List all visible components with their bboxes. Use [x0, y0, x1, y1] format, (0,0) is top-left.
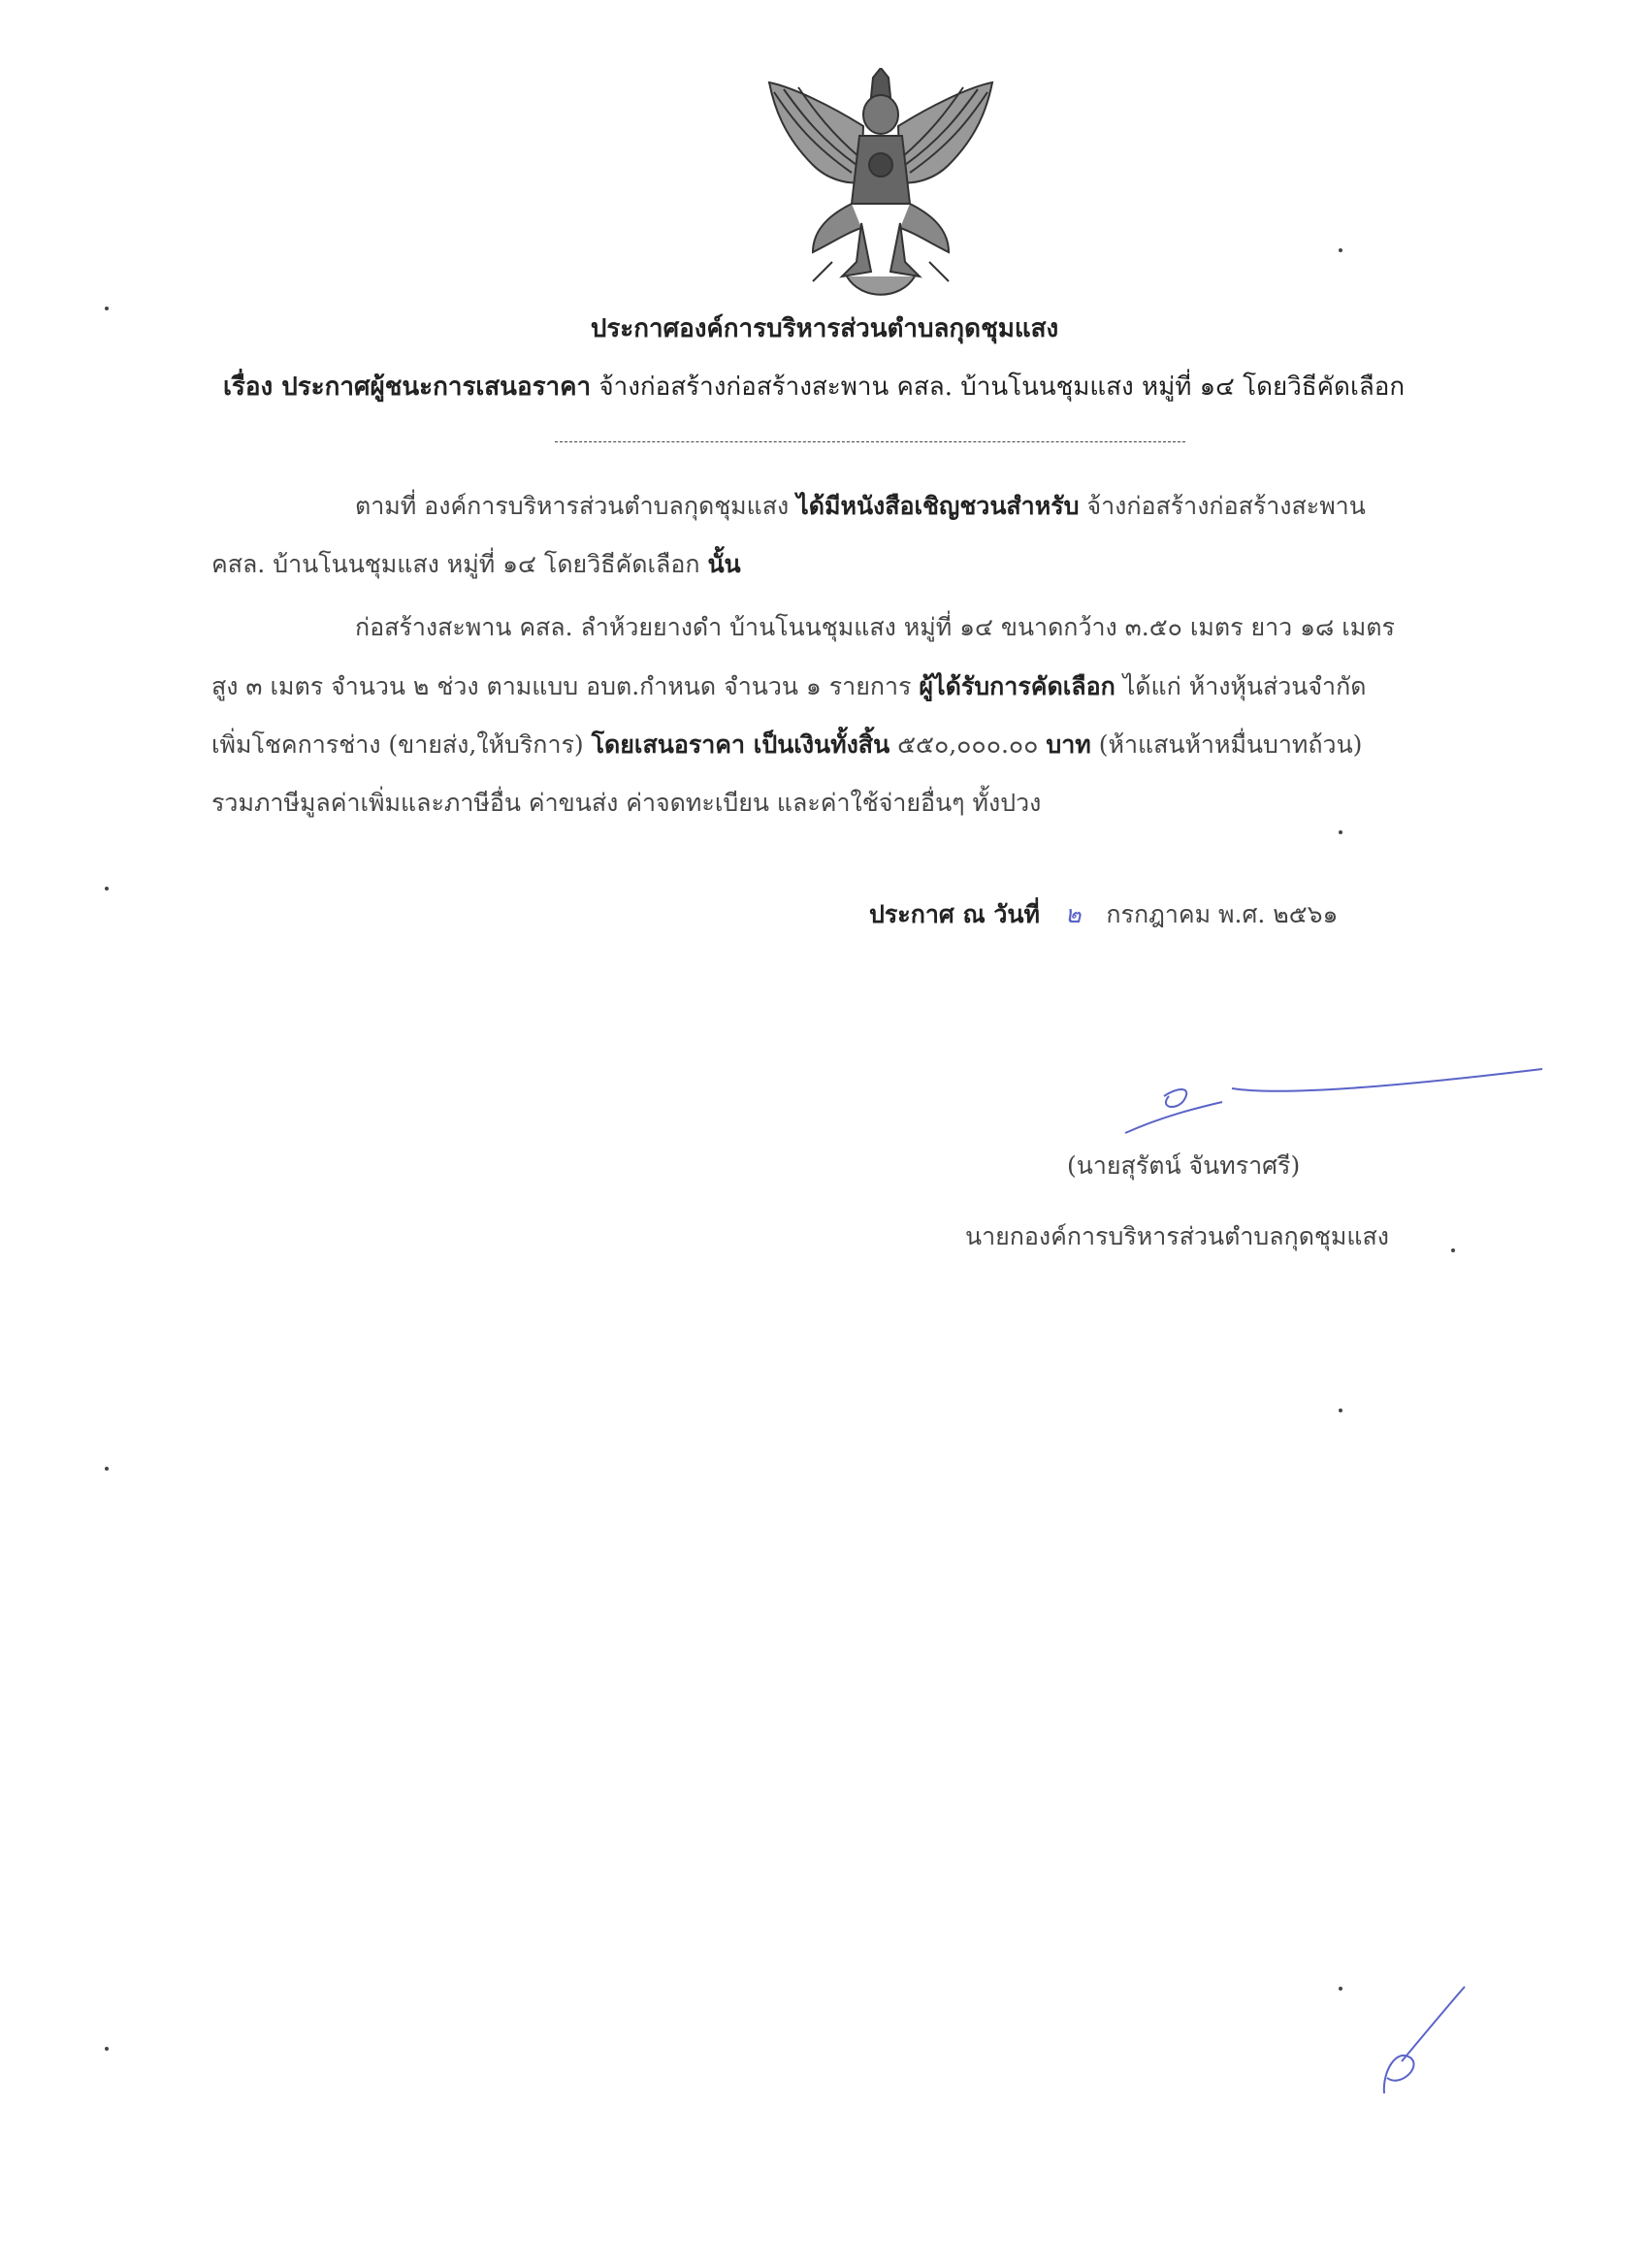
- subject-label: เรื่อง ประกาศผู้ชนะการเสนอราคา: [223, 373, 592, 402]
- scan-dot: [105, 307, 109, 310]
- garuda-emblem-icon: [755, 68, 1007, 310]
- scan-dot: [105, 1467, 109, 1471]
- scan-dot: [1339, 1409, 1342, 1412]
- p1-l1-c: จ้างก่อสร้างก่อสร้างสะพาน: [1086, 492, 1366, 520]
- p2-l3-b: โดยเสนอราคา เป็นเงินทั้งสิ้น: [591, 730, 890, 759]
- document-subject: [223, 367, 1405, 406]
- paragraph-2-line-2: [211, 667, 1366, 706]
- scan-dot: [1451, 1248, 1455, 1252]
- p2-l3-a: เพิ่มโชคการช่าง (ขายส่ง,ให้บริการ): [211, 730, 584, 759]
- date-label: ประกาศ ณ วันที่: [869, 900, 1040, 928]
- subject-text: จ้างก่อสร้างก่อสร้างสะพาน คสล. บ้านโนนชุมแสง หมู่ที่ ๑๔ โดยวิธีคัดเลือก: [598, 373, 1406, 402]
- signature-mark: [1106, 1057, 1552, 1135]
- title-divider: [555, 441, 1185, 442]
- scan-dot: [105, 2047, 109, 2051]
- p1-l1-a: ตามที่ องค์การบริหารส่วนตำบลกุดชุมแสง: [355, 492, 790, 520]
- paragraph-1-line-1: [355, 487, 1366, 526]
- paragraph-1-line-2: [211, 545, 741, 584]
- initials-mark: [1373, 1979, 1479, 2105]
- announcement-date: [869, 895, 1338, 934]
- paragraph-2-line-1: ก่อสร้างสะพาน คสล. ลำห้วยยางดำ บ้านโนนชุมแสง หมู่ที่ ๑๔ ขนาดกว้าง ๓.๕๐ เมตร ยาว ๑๘ เมตร: [355, 613, 1395, 641]
- p1-l1-b: ได้มีหนังสือเชิญชวนสำหรับ: [796, 492, 1080, 520]
- scan-dot: [1339, 1987, 1342, 1991]
- p2-l3-c: ๕๕๐,๐๐๐.๐๐: [897, 730, 1039, 759]
- p1-l2-b: นั้น: [707, 550, 741, 578]
- p2-l3-d: บาท: [1046, 730, 1091, 759]
- scan-dot: [105, 887, 109, 891]
- p2-l2-a: สูง ๓ เมตร จำนวน ๒ ช่วง ตามแบบ อบต.กำหนด จำนวน ๑ รายการ: [211, 672, 912, 700]
- date-day: ๒: [1064, 900, 1082, 928]
- p2-l2-b: ผู้ได้รับการคัดเลือก: [919, 672, 1116, 700]
- signer-position: นายกองค์การบริหารส่วนตำบลกุดชุมแสง: [965, 1222, 1389, 1250]
- paragraph-2-line-3: [211, 726, 1362, 764]
- document-title: ประกาศองค์การบริหารส่วนตำบลกุดชุมแสง: [590, 314, 1059, 343]
- p1-l2-a: คสล. บ้านโนนชุมแสง หมู่ที่ ๑๔ โดยวิธีคัดเลือก: [211, 550, 700, 578]
- signer-name: (นายสุรัตน์ จันทราศรี): [1067, 1151, 1301, 1180]
- scan-dot: [1339, 830, 1342, 834]
- p2-l3-e: (ห้าแสนห้าหมื่นบาทถ้วน): [1098, 730, 1363, 759]
- paragraph-2-line-4: รวมภาษีมูลค่าเพิ่มและภาษีอื่น ค่าขนส่ง ค่าจดทะเบียน และค่าใช้จ่ายอื่นๆ ทั้งปวง: [211, 789, 1042, 817]
- date-rest: กรกฎาคม พ.ศ. ๒๕๖๑: [1106, 900, 1339, 928]
- p2-l2-c: ได้แก่ ห้างหุ้นส่วนจำกัด: [1122, 672, 1367, 700]
- scan-dot: [1339, 248, 1342, 252]
